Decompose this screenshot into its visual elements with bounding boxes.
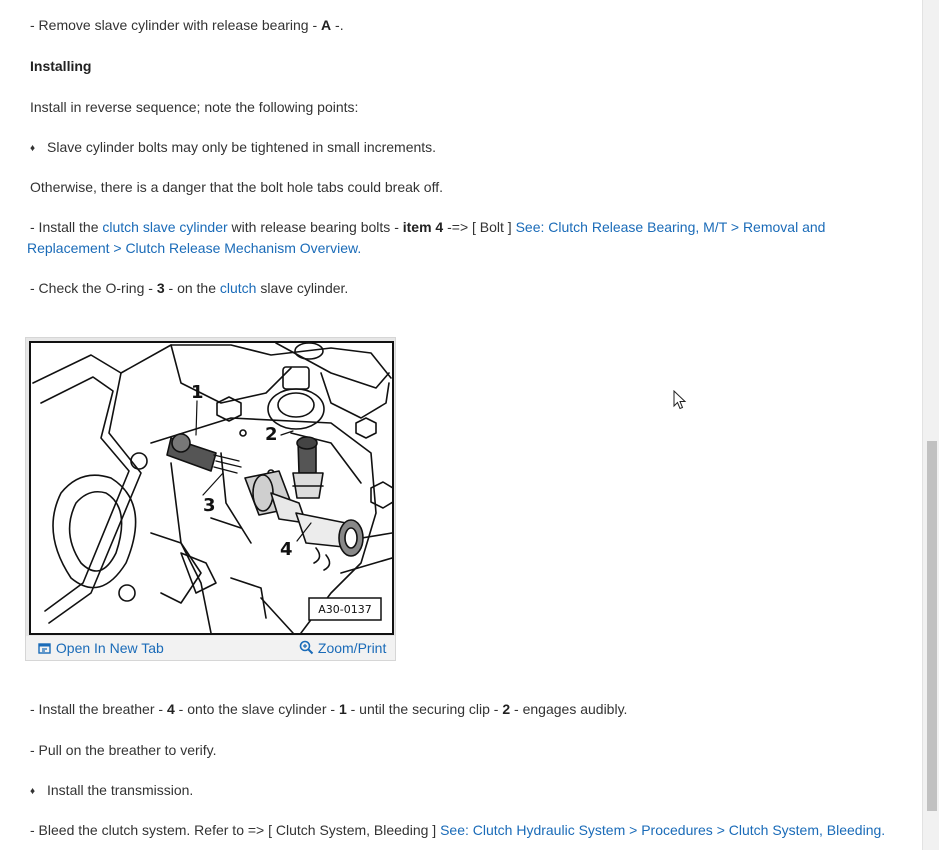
- figure-code: A30-0137: [318, 603, 372, 616]
- item-ref: 4: [166, 701, 175, 717]
- mouse-cursor-icon: [673, 390, 687, 410]
- zoom-print-button[interactable]: [299, 638, 386, 658]
- clutch-slave-cylinder-link[interactable]: clutch slave cylinder: [102, 219, 228, 235]
- ref-letter: A: [321, 17, 332, 33]
- reverse-sequence-note: Install in reverse sequence; note the following points:: [30, 99, 359, 115]
- technical-drawing: [31, 343, 392, 633]
- figure-toolbar: [26, 636, 395, 660]
- step-text: with release bearing bolts -: [227, 219, 403, 235]
- slave-cylinder-illustration[interactable]: [29, 341, 394, 635]
- step-pull-breather: - Pull on the breather to verify.: [30, 742, 217, 758]
- zoom-print-label: Zoom/Print: [317, 640, 387, 656]
- open-new-tab-icon: [38, 643, 52, 655]
- callout-2: 2: [265, 424, 278, 445]
- callout-4: 4: [280, 539, 293, 560]
- item-ref: 1: [338, 701, 347, 717]
- bullet-text: Install the transmission.: [47, 782, 194, 798]
- vertical-scrollbar[interactable]: [922, 0, 939, 850]
- step-text: - on the: [164, 280, 220, 296]
- step-check-o-ring: [30, 278, 348, 298]
- see-release-bearing-link[interactable]: See: Clutch Release Bearing, M/T > Removal and Replacement > Clutch Release Mechanism Overview.: [27, 219, 826, 256]
- open-in-new-tab-label: Open In New Tab: [55, 640, 164, 656]
- step-text: -=> [ Bolt ]: [443, 219, 516, 235]
- bullet-bolts: [30, 137, 436, 159]
- item-ref: item 4: [402, 219, 444, 235]
- item-ref: 3: [156, 280, 165, 296]
- diamond-bullet-icon: ♦: [30, 786, 36, 797]
- callout-3: 3: [203, 495, 216, 516]
- step-text: - engages audibly.: [510, 701, 628, 717]
- step-text: - until the securing clip -: [346, 701, 503, 717]
- callout-1: 1: [191, 382, 204, 403]
- step-text: - Bleed the clutch system. Refer to => [ Clutch System, Bleeding ]: [30, 822, 441, 838]
- step-text: - Install the: [30, 219, 103, 235]
- heading-text: Installing: [30, 58, 92, 74]
- magnifier-icon: [299, 640, 314, 655]
- step-text: - Install the breather -: [30, 701, 167, 717]
- illustration-figure: [25, 337, 396, 661]
- step-bleed-clutch: [30, 820, 885, 840]
- bullet-text: Slave cylinder bolts may only be tightened in small increments.: [47, 139, 437, 155]
- step-text: - onto the slave cylinder -: [174, 701, 339, 717]
- clutch-link[interactable]: clutch: [219, 280, 257, 296]
- item-ref: 2: [502, 701, 511, 717]
- scrollbar-thumb[interactable]: [927, 441, 937, 811]
- step-text: -.: [331, 17, 344, 33]
- step-text: - Remove slave cylinder with release bearing -: [30, 17, 322, 33]
- step-text: slave cylinder.: [256, 280, 349, 296]
- installing-heading: [30, 56, 91, 76]
- danger-note: Otherwise, there is a danger that the bolt hole tabs could break off.: [30, 179, 443, 195]
- step-install-breather: [30, 699, 627, 719]
- step-install-slave-cylinder: [27, 217, 867, 259]
- open-in-new-tab-button[interactable]: [38, 638, 164, 658]
- step-remove-slave-cylinder: [30, 15, 344, 35]
- step-text: - Check the O-ring -: [30, 280, 157, 296]
- diamond-bullet-icon: ♦: [30, 143, 36, 154]
- bullet-install-transmission: [30, 780, 193, 802]
- see-bleeding-link[interactable]: See: Clutch Hydraulic System > Procedures > Clutch System, Bleeding.: [440, 822, 886, 838]
